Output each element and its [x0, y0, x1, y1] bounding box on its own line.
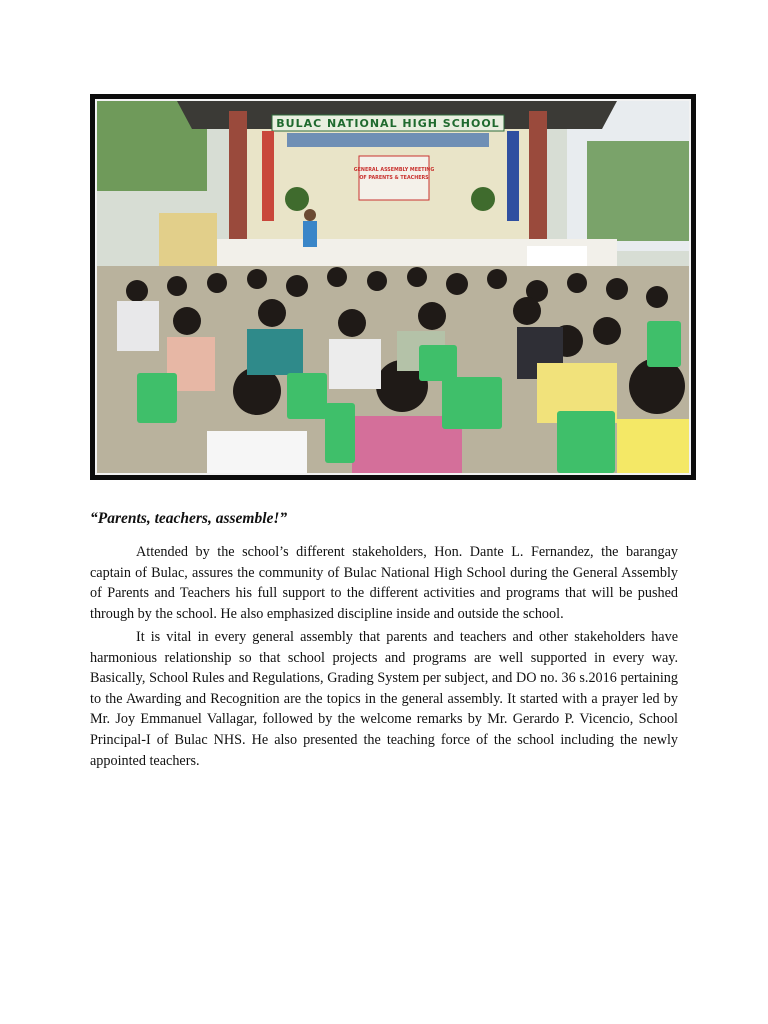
- tarp-line-2: OF PARENTS & TEACHERS: [359, 176, 429, 181]
- school-banner-text: BULAC NATIONAL HIGH SCHOOL: [276, 117, 500, 130]
- photo-frame: [90, 94, 696, 480]
- assembly-photo-illustration: [97, 101, 689, 473]
- tarp-line-1: GENERAL ASSEMBLY MEETING: [353, 168, 435, 173]
- article-paragraph-2: It is vital in every general assembly that parents and teachers and other stakeholders have harmonious relationship so that school projects and programs are well supported in every way. Basically, School Rules and Regulations, Grading System per subject, and DO no. 36 s.2016 pertaining to the Awarding and Recognition are the topics in the general assembly. It started with a prayer led by Mr. Joy Emmanuel Vallagar, followed by the welcome remarks by Mr. Gerardo P. Vicencio, School Principal-I of Bulac NHS. He also presented the teaching force of the school including the newly appointed teachers.: [90, 629, 678, 769]
- assembly-photo: [95, 99, 691, 475]
- article-caption: “Parents, teachers, assemble!”: [90, 510, 288, 527]
- article-paragraph-1: Attended by the school’s different stakeholders, Hon. Dante L. Fernandez, the barangay captain of Bulac, assures the community of Bulac National High School during the General Assembly of Parents and Teachers his full support to the different activities and programs that will be pushed through by the school. He also emphasized discipline inside and outside the school.: [90, 544, 678, 622]
